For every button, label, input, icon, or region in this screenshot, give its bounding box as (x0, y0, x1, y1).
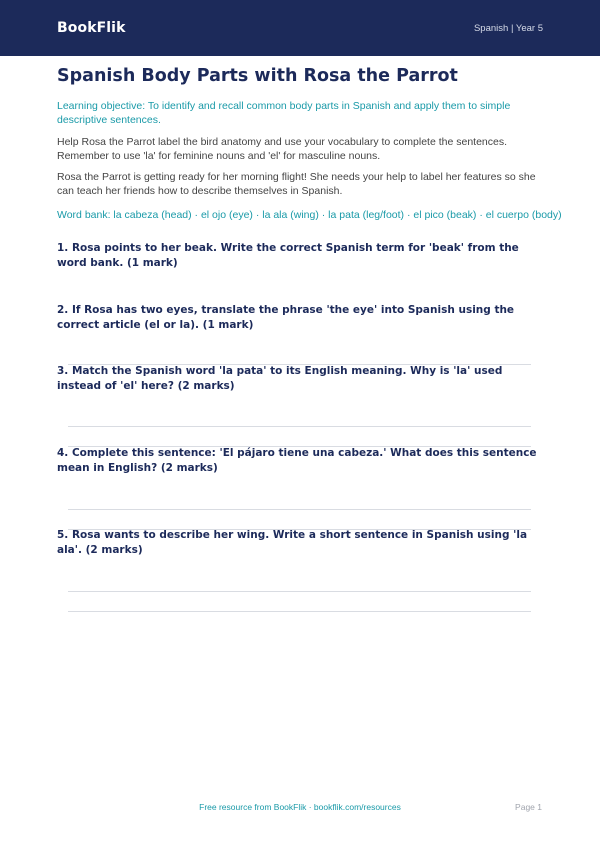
answer-line[interactable] (68, 591, 531, 592)
intro-paragraph: Rosa the Parrot is getting ready for her morning flight! She needs your help to label her features so she can teach her friends how to describe themselves in Spanish. (57, 171, 536, 197)
page-number: Page 1 (515, 802, 542, 812)
question-4: 4. Complete this sentence: 'El pájaro tiene una cabeza.' What does this sentence mean in English? (2 marks) (57, 447, 537, 474)
question-2: 2. If Rosa has two eyes, translate the phrase 'the eye' into Spanish using the correct article (el or la). (1 mark) (57, 304, 515, 331)
page-title: Spanish Body Parts with Rosa the Parrot (57, 66, 458, 86)
question-3: 3. Match the Spanish word 'la pata' to its English meaning. Why is 'la' used instead of 'el' here? (2 marks) (57, 365, 503, 392)
subject-year-label: Spanish | Year 5 (473, 22, 543, 34)
answer-line[interactable] (68, 509, 531, 510)
answer-line[interactable] (68, 611, 531, 612)
footer-resource-link[interactable]: Free resource from BookFlik · bookflik.com/resources (199, 802, 401, 812)
header-bar (0, 0, 600, 56)
answer-line[interactable] (68, 426, 531, 427)
learning-objective: Learning objective: To identify and recall common body parts in Spanish and apply them to simple descriptive sentences. (57, 100, 511, 126)
question-5: 5. Rosa wants to describe her wing. Write a short sentence in Spanish using 'la ala'. (2 marks) (57, 529, 528, 556)
instructions-paragraph: Help Rosa the Parrot label the bird anatomy and use your vocabulary to complete the sentences. Remember to use 'la' for feminine nouns and 'el' for masculine nouns. (57, 136, 508, 162)
word-bank: Word bank: la cabeza (head) · el ojo (eye) · la ala (wing) · la pata (leg/foot) · el pico (beak) · el cuerpo (body) (57, 209, 562, 221)
question-1: 1. Rosa points to her beak. Write the correct Spanish term for 'beak' from the word bank. (1 mark) (57, 242, 519, 269)
brand-logo[interactable]: BookFlik (57, 20, 126, 36)
